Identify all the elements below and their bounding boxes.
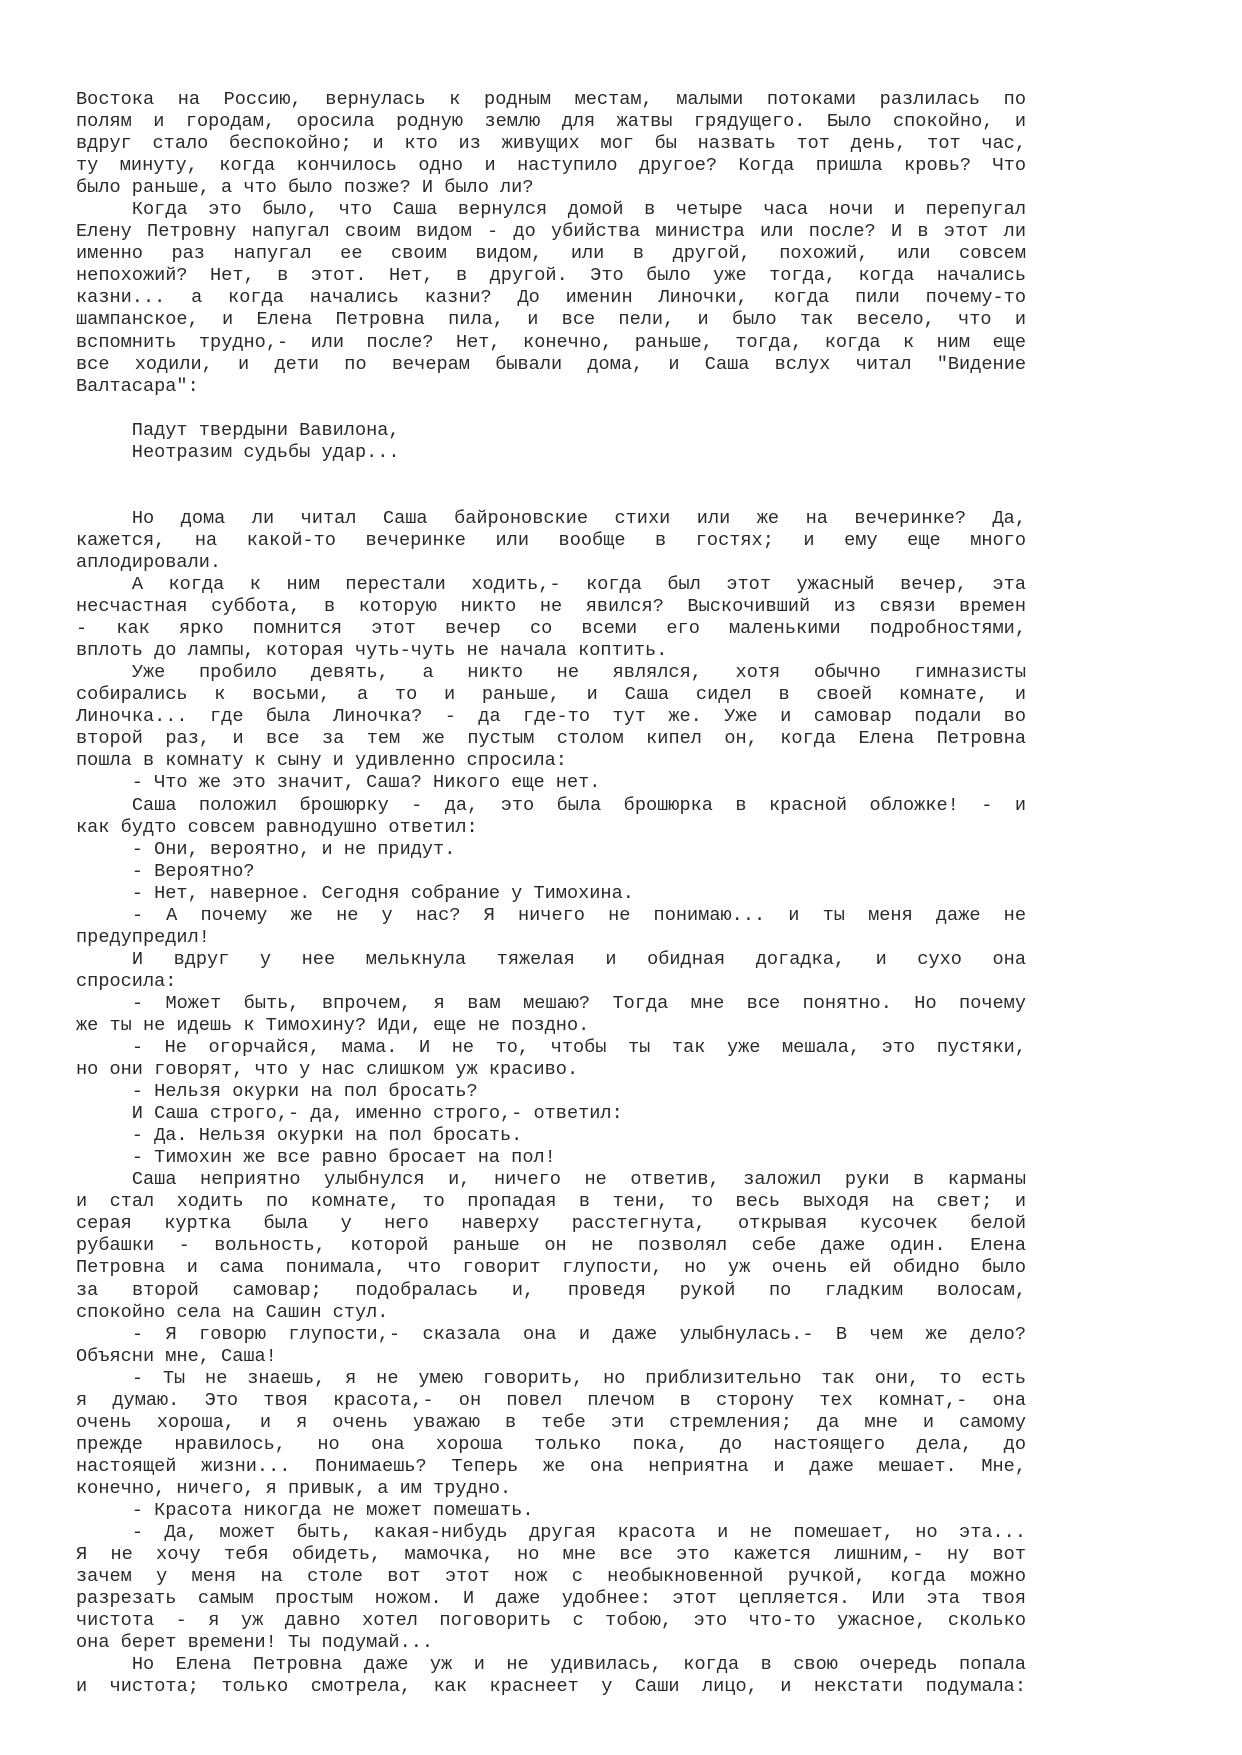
text-line: но они говорят, что у нас слишком уж красиво.	[76, 1059, 579, 1081]
text-line: предупредил!	[76, 926, 210, 948]
text-line: вдруг стало беспокойно; и кто из живущих мог бы назвать тот день, тот час,	[76, 133, 1026, 155]
text-line: И Саша строго,- да, именно строго,- ответил:	[76, 1103, 623, 1125]
text-line: чистота - я уж давно хотел поговорить с тобою, это что-то ужасное, сколько	[76, 1610, 1026, 1632]
text-line: именно раз напугал ее своим видом, или в другой, похожий, или совсем	[76, 243, 1026, 265]
text-line: спокойно села на Сашин стул.	[76, 1301, 389, 1323]
text-line: ту минуту, когда кончилось одно и наступило другое? Когда пришла кровь? Что	[76, 155, 1026, 177]
blank-line	[76, 486, 1026, 508]
text-line: за второй самовар; подобралась и, проведя рукой по гладким волосам,	[76, 1279, 1026, 1301]
text-line: рубашки - вольность, которой раньше он не позволял себе даже один. Елена	[76, 1235, 1026, 1257]
text-line: - Может быть, впрочем, я вам мешаю? Тогда мне все понятно. Но почему	[131, 992, 1026, 1014]
text-line: настоящей жизни... Понимаешь? Теперь же она неприятна и даже мешает. Мне,	[76, 1455, 1026, 1477]
text-line: И вдруг у нее мелькнула тяжелая и обидная догадка, и сухо она	[131, 948, 1026, 970]
text-line: Валтасара":	[76, 375, 199, 397]
text-line: несчастная суббота, в которую никто не явился? Выскочивший из связи времен	[76, 596, 1026, 618]
text-line: серая куртка была у него наверху расстегнута, открывая кусочек белой	[76, 1213, 1026, 1235]
text-line: спросила:	[76, 970, 177, 992]
text-line: второй раз, и все за тем же пустым столом кипел он, когда Елена Петровна	[76, 728, 1026, 750]
blank-line	[76, 398, 1026, 420]
text-line: прежде нравилось, но она хороша только пока, до настоящего дела, до	[76, 1433, 1026, 1455]
blank-line	[76, 464, 1026, 486]
text-line: - Нет, наверное. Сегодня собрание у Тимохина.	[76, 882, 634, 904]
text-line: - как ярко помнится этот вечер со всеми его маленькими подробностями,	[76, 618, 1026, 640]
text-line: - Ты не знаешь, я не умею говорить, но приблизительно так они, то есть	[131, 1367, 1026, 1389]
text-line: Елену Петровну напугал своим видом - до убийства министра или после? И в этот ли	[76, 221, 1026, 243]
text-line: Линочка... где была Линочка? - да где-то тут же. Уже и самовар подали во	[76, 706, 1026, 728]
text-line: и стал ходить по комнате, то пропадая в тени, то весь выходя на свет; и	[76, 1191, 1026, 1213]
text-line: Востока на Россию, вернулась к родным местам, малыми потоками разлилась по	[76, 89, 1026, 110]
text-line: - Тимохин же все равно бросает на пол!	[76, 1147, 556, 1169]
text-line: Но дома ли читал Саша байроновские стихи или же на вечеринке? Да,	[131, 507, 1026, 529]
text-line: Объясни мне, Саша!	[76, 1345, 277, 1367]
text-line: А когда к ним перестали ходить,- когда был этот ужасный вечер, эта	[131, 574, 1026, 596]
text-line: вспомнить трудно,- или после? Нет, конечно, раньше, тогда, когда к ним еще	[76, 331, 1026, 353]
text-line: Падут твердыни Вавилона,	[76, 419, 400, 441]
text-line: - Они, вероятно, и не придут.	[76, 838, 456, 860]
text-line: полям и городам, оросила родную землю для жатвы грядущего. Было спокойно, и	[76, 111, 1026, 133]
text-line: - Да. Нельзя окурки на пол бросать.	[76, 1125, 523, 1147]
text-line: Саша положил брошюрку - да, это была брошюрка в красной обложке! - и	[131, 794, 1026, 816]
text-line: и чистота; только смотрела, как краснеет у Саши лицо, и некстати подумала:	[76, 1676, 1026, 1698]
text-line: - Нельзя окурки на пол бросать?	[76, 1081, 478, 1103]
text-line: непохожий? Нет, в этот. Нет, в другой. Это было уже тогда, когда начались	[76, 265, 1026, 287]
text-line: очень хороша, и я очень уважаю в тебе эти стремления; да мне и самому	[76, 1411, 1026, 1433]
text-line: собирались к восьми, а то и раньше, и Саша сидел в своей комнате, и	[76, 684, 1026, 706]
text-line: - Да, может быть, какая-нибудь другая красота и не помешает, но эта...	[131, 1522, 1026, 1544]
text-line: конечно, ничего, я привык, а им трудно.	[76, 1477, 512, 1499]
text-line: же ты не идешь к Тимохину? Иди, еще не поздно.	[76, 1014, 590, 1036]
text-line: все ходили, и дети по вечерам бывали дома, и Саша вслух читал "Видение	[76, 353, 1026, 375]
text-line: - Вероятно?	[76, 860, 255, 882]
text-line: зачем у меня на столе вот этот нож с необыкновенной ручкой, когда можно	[76, 1566, 1026, 1588]
text-line: Когда это было, что Саша вернулся домой в четыре часа ночи и перепугал	[131, 199, 1026, 221]
text-line: шампанское, и Елена Петровна пила, и все пели, и было так весело, что и	[76, 309, 1026, 331]
text-line: пошла в комнату к сыну и удивленно спросила:	[76, 750, 567, 772]
text-line: Петровна и сама понимала, что говорит глупости, но уж очень ей обидно было	[76, 1257, 1026, 1279]
text-line: Уже пробило девять, а никто не являлся, хотя обычно гимназисты	[131, 662, 1026, 684]
text-line: - Не огорчайся, мама. И не то, чтобы ты так уже мешала, это пустяки,	[131, 1037, 1026, 1059]
text-line: аплодировали.	[76, 551, 222, 573]
text-line: как будто совсем равнодушно ответил:	[76, 816, 478, 838]
text-line: казни... а когда начались казни? До именин Линочки, когда пили почему-то	[76, 287, 1026, 309]
text-line: - Я говорю глупости,- сказала она и даже улыбнулась.- В чем же дело?	[131, 1323, 1026, 1345]
text-line: она берет времени! Ты подумай...	[76, 1632, 434, 1654]
text-line: - Что же это значит, Саша? Никого еще нет.	[76, 772, 601, 794]
text-line: - А почему же не у нас? Я ничего не понимаю... и ты меня даже не	[131, 904, 1026, 926]
text-line: было раньше, а что было позже? И было ли?	[76, 177, 534, 199]
text-line: Я не хочу тебя обидеть, мамочка, но мне все это кажется лишним,- ну вот	[76, 1544, 1026, 1566]
text-line: Саша неприятно улыбнулся и, ничего не ответив, заложил руки в карманы	[131, 1169, 1026, 1191]
text-line: Неотразим судьбы удар...	[76, 441, 400, 463]
text-line: я думаю. Это твоя красота,- он повел плечом в сторону тех комнат,- она	[76, 1389, 1026, 1411]
text-line: кажется, на какой-то вечеринке или вообще в гостях; и ему еще много	[76, 529, 1026, 551]
text-line: - Красота никогда не может помешать.	[76, 1500, 534, 1521]
document-page	[76, 89, 1026, 1698]
text-line: вплоть до лампы, которая чуть-чуть не начала коптить.	[76, 640, 668, 662]
text-line: разрезать самым простым ножом. И даже удобнее: этот цепляется. Или эта твоя	[76, 1588, 1026, 1610]
text-line: Но Елена Петровна даже уж и не удивилась, когда в свою очередь попала	[131, 1654, 1026, 1676]
